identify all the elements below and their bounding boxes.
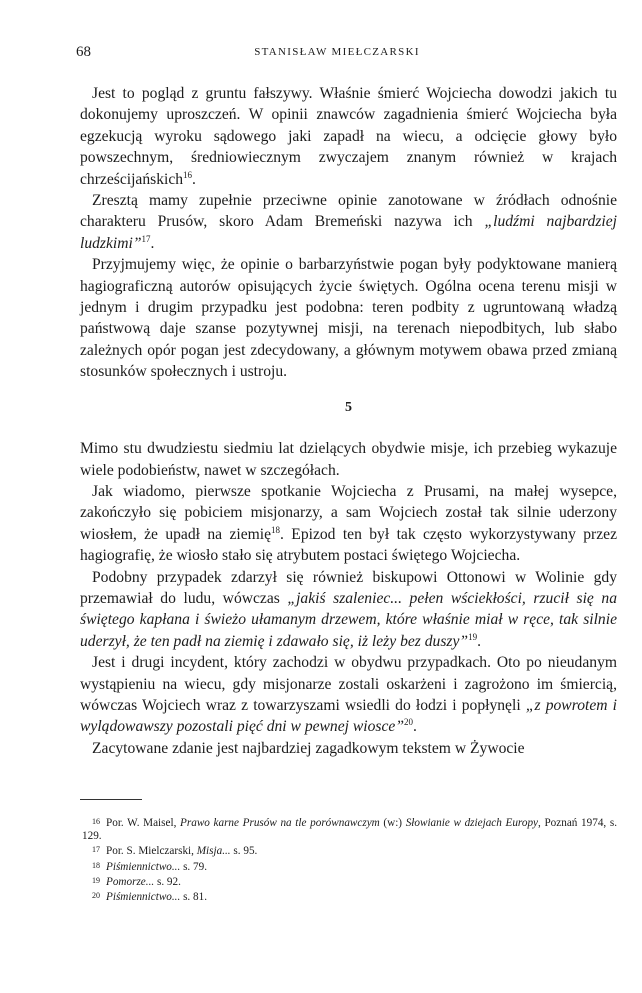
paragraph: Mimo stu dwudziestu siedmiu lat dzielących obydwie misje, ich przebieg wykazuje wiele podobieństw, nawet w szczegółach. [80, 440, 617, 479]
footnote: 17 Por. S. Mielczarski, Misja... s. 95. [92, 845, 258, 858]
paragraph: Podobny przypadek zdarzył się również biskupowi Ottonowi w Wolinie gdy przemawiał do ludu, wówczas „jakiś szaleniec... pełen wściekłości, rzucił się na świętego kapłana i świeżo ułamanym drzewem, które właśnie miał w ręce, tak silnie uderzył, że ten padł na ziemię i zdawało się, iż leży bez duszy”$^{19}$. [80, 568, 617, 650]
page-number: 68 [76, 44, 91, 60]
page-header [76, 44, 598, 64]
footnote-divider [80, 799, 142, 800]
body-text [80, 83, 617, 759]
paragraph: Jest to pogląd z gruntu fałszywy. Właśnie śmierć Wojciecha dowodzi jakich tu dokonujemy uproszczeń. W opinii znawców zagadnienia śmierć Wojciecha była egzekucją wyroku sądowego jaki zapadł na wiecu, a odcięcie głowy było powszechnym, średniowiecznym zwyczajem znanym również w krajach chrześcijańskich$^{16}$. [80, 85, 617, 188]
quotation: „jakiś szaleniec... pełen wściekłości, rzucił się na świętego kapłana i świeżo ułamanym drzewem, które właśnie miał w ręce, tak silnie uderzył, że ten padł na ziemię i zdawało się, iż leży bez duszy” [80, 589, 617, 650]
running-head: STANISŁAW MIEŁCZARSKI [254, 46, 420, 58]
footnote-ref: 16 [183, 169, 193, 180]
footnote-ref: 17 [141, 233, 151, 244]
footnotes [82, 815, 617, 904]
paragraph: Jest i drugi incydent, który zachodzi w obydwu przypadkach. Oto po nieudanym wystąpieniu na wiecu, gdy misjonarze zostali oskarżeni i zagrożono im śmiercią, wówczas Wojciech wraz z towarzyszami wsiedli do łodzi i popłynęli „z powrotem i wylądowawszy pozostali pięć dni w pewnej wiosce”$^{20}$. [80, 654, 617, 736]
footnote: 19 Pomorze... s. 92. [92, 875, 181, 888]
footnote: 20 Piśmiennictwo... s. 81. [92, 891, 207, 904]
paragraph: Zresztą mamy zupełnie przeciwne opinie zanotowane w źródłach odnośnie charakteru Prusów, skoro Adam Bremeński nazywa ich „ludźmi najbardziej ludzkimi”$^{17}$. [80, 192, 617, 252]
footnote-ref: 18 [271, 524, 281, 535]
footnote: 18 Piśmiennictwo... s. 79. [92, 860, 207, 873]
footnote: 16 Por. W. Maisel, Prawo karne Prusów na tle porównawczym (w:) Słowianie w dziejach Europy, Poznań 1974, s. 129. [82, 817, 618, 843]
paragraph: Zacytowane zdanie jest najbardziej zagadkowym tekstem w Żywocie [92, 739, 525, 757]
quotation: „ludźmi najbardziej ludzkimi” [80, 213, 617, 252]
footnote-ref: 20 [404, 717, 413, 728]
paragraph: Jak wiadomo, pierwsze spotkanie Wojciecha z Prusami, na małej wysepce, zakończyło się pobiciem misjonarzy, a sam Wojciech został tak silnie uderzony wiosłem, że upadł na ziemię$^{18}$. Epizod ten był tak często wykorzystywany przez hagiografię, że wiosło stało się atrybutem postaci świętego Wojciecha. [80, 482, 617, 565]
footnote-ref: 19 [468, 631, 478, 642]
quotation: „z powrotem i wylądowawszy pozostali pięć dni w pewnej wiosce” [80, 696, 617, 736]
section-number: 5 [345, 399, 352, 415]
paragraph: Przyjmujemy więc, że opinie o barbarzyństwie pogan były podyktowane manierą hagiograficzną autorów opisujących życie świętych. Ogólna ocena terenu misji w jednym i drugim przypadku jest podobna: teren podbity z ugruntowaną władzą państwową daje szanse pozytywnej misji, na terenach niepodbitych, lub słabo zależnych opór pogan jest zdecydowany, a głównym motywem obawa przed zmianą stosunków społecznych i ustroju. [80, 256, 617, 381]
